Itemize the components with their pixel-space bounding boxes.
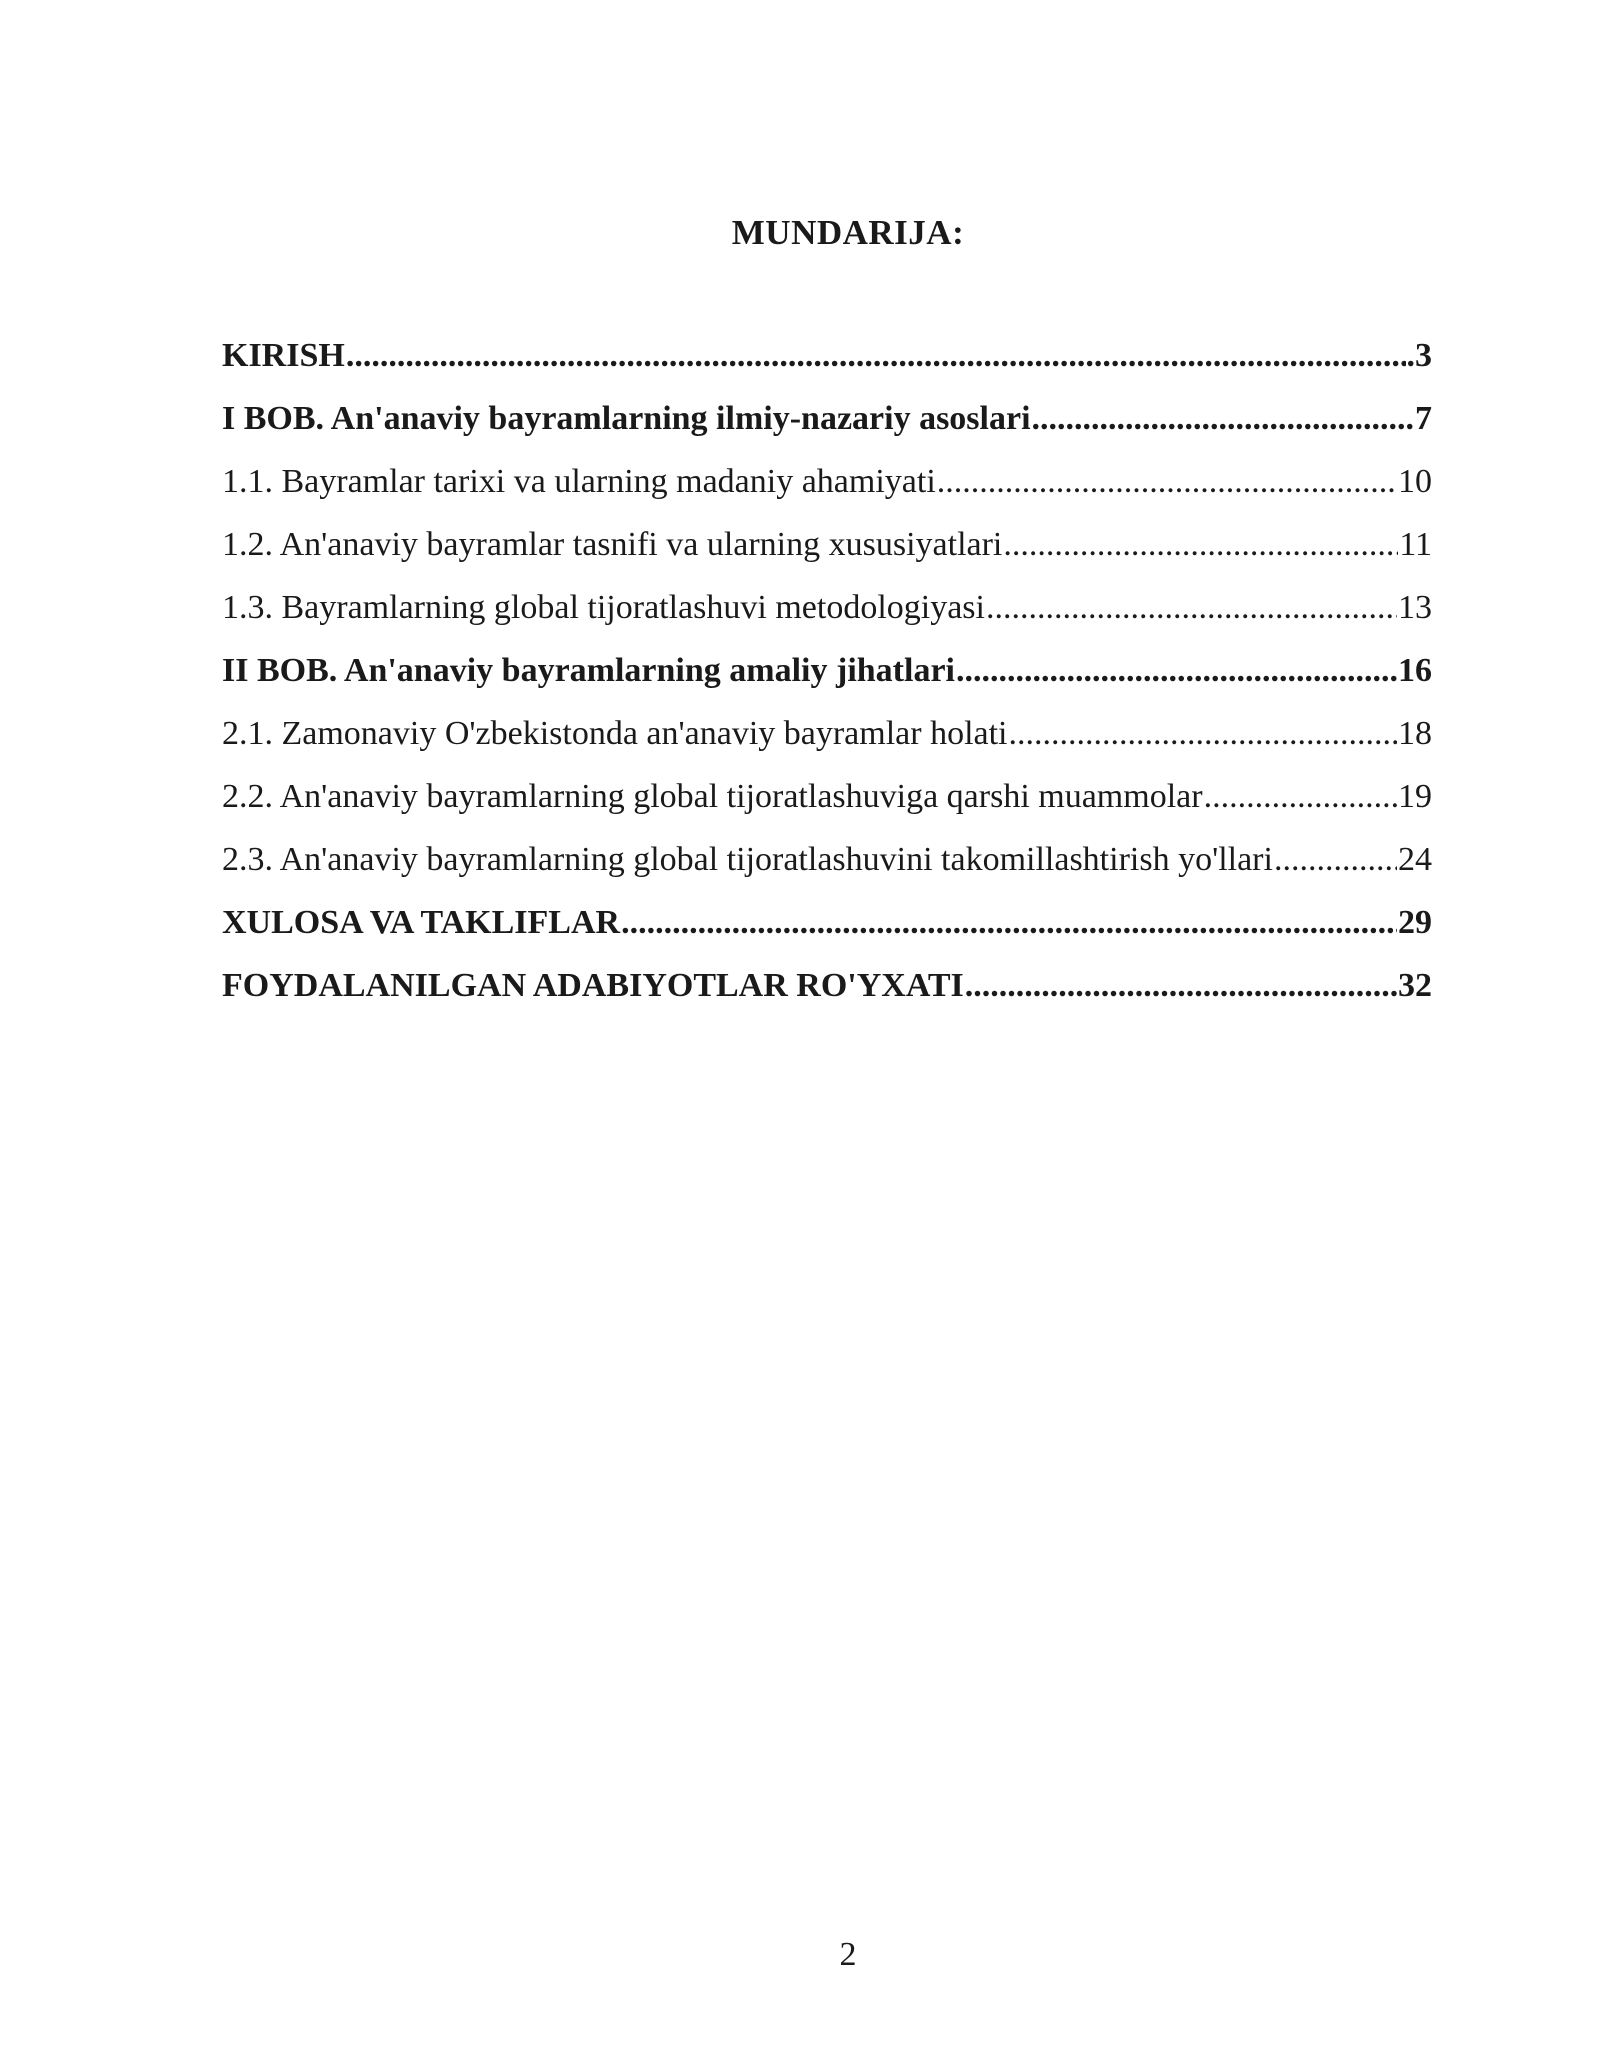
toc-entry-title: 2.2. An'anaviy bayramlarning global tijoratlashuviga qarshi muammolar	[222, 778, 1203, 815]
toc-entry-title: FOYDALANILGAN ADABIYOTLAR RO'YXATI	[222, 967, 964, 1004]
toc-dot-leader	[346, 333, 1406, 379]
toc-entry-page: 7	[1415, 400, 1432, 437]
toc-entry-page: 16	[1398, 652, 1432, 689]
toc-entry-page: 24	[1398, 841, 1432, 878]
toc-entry-page: 19	[1398, 778, 1432, 815]
toc-dot-leader	[1032, 396, 1414, 442]
toc-entry-section-2-2[interactable]	[222, 774, 1432, 837]
toc-entry-title: 2.1. Zamonaviy O'zbekistonda an'anaviy bayramlar holati	[222, 715, 1008, 752]
page-number: 2	[839, 1936, 857, 1973]
toc-entry-chapter-2[interactable]	[222, 648, 1432, 711]
toc-entry-title: 2.3. An'anaviy bayramlarning global tijoratlashuvini takomillashtirish yo'llari	[222, 841, 1273, 878]
toc-entry-page: 32	[1398, 967, 1432, 1004]
toc-dot-leader	[956, 648, 1397, 694]
toc-dot-leader	[937, 459, 1397, 505]
toc-entry-title: 1.3. Bayramlarning global tijoratlashuvi metodologiyasi	[222, 589, 985, 626]
toc-dot-leader	[621, 900, 1397, 946]
toc-entry-section-1-1[interactable]	[222, 459, 1432, 522]
toc-heading: MUNDARIJA:	[731, 213, 965, 252]
toc-entry-kirish[interactable]	[222, 333, 1432, 396]
table-of-contents	[222, 333, 1432, 1026]
toc-entry-title: I BOB. An'anaviy bayramlarning ilmiy-nazariy asoslari	[222, 400, 1031, 437]
toc-entry-page: 18	[1398, 715, 1432, 752]
toc-entry-section-1-2[interactable]	[222, 522, 1432, 585]
toc-entry-title: 1.2. An'anaviy bayramlar tasnifi va ularning xususiyatlari	[222, 526, 1003, 563]
toc-dot-leader	[1003, 522, 1398, 568]
toc-entry-section-2-1[interactable]	[222, 711, 1432, 774]
toc-entry-page: .3	[1406, 337, 1432, 374]
toc-entry-page: 13	[1398, 589, 1432, 626]
toc-dot-leader	[1009, 711, 1397, 757]
toc-entry-section-1-3[interactable]	[222, 585, 1432, 648]
toc-dot-leader	[1274, 837, 1397, 883]
toc-entry-page: 29	[1398, 904, 1432, 941]
toc-dot-leader	[986, 585, 1397, 631]
toc-entry-bibliography[interactable]	[222, 963, 1432, 1026]
toc-dot-leader	[1204, 774, 1397, 820]
toc-entry-title: XULOSA VA TAKLIFLAR	[222, 904, 621, 941]
toc-entry-title: KIRISH	[222, 337, 345, 374]
toc-dot-leader	[965, 963, 1397, 1009]
toc-entry-conclusion[interactable]	[222, 900, 1432, 963]
toc-entry-title: II BOB. An'anaviy bayramlarning amaliy jihatlari	[222, 652, 955, 689]
toc-entry-chapter-1[interactable]	[222, 396, 1432, 459]
toc-entry-section-2-3[interactable]	[222, 837, 1432, 900]
toc-entry-page: 10	[1398, 463, 1432, 500]
toc-entry-page: 11	[1399, 526, 1432, 563]
toc-entry-title: 1.1. Bayramlar tarixi va ularning madaniy ahamiyati	[222, 463, 936, 500]
